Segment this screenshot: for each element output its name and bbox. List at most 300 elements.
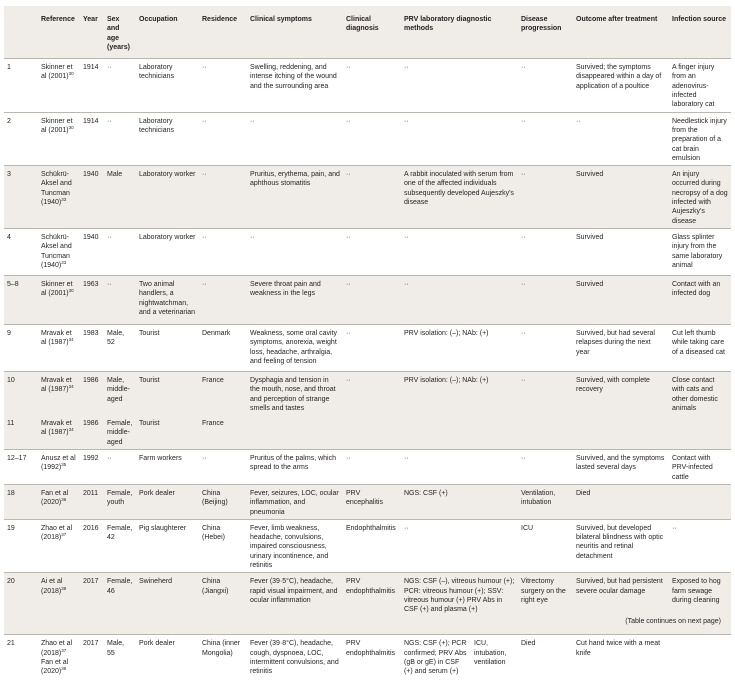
table-row	[4, 166, 731, 229]
column-header: Reference	[38, 6, 80, 59]
cell-text: Laboratory worker	[139, 233, 196, 241]
cell-text: 1963	[83, 280, 99, 288]
cell-sex	[104, 228, 136, 275]
table-row	[4, 371, 731, 415]
cell-text: ··	[521, 233, 526, 241]
cell-no	[4, 166, 38, 229]
cell-text: Survived, but developed bilateral blindness with optic neuritis and retinal detachment	[576, 524, 664, 560]
cell-text: ··	[202, 117, 207, 125]
citation-number: 36	[61, 666, 67, 672]
cell-prog	[518, 166, 573, 229]
cell-text: ICU, intubation, ventilation	[474, 640, 507, 666]
cell-year	[80, 573, 104, 635]
cell-source	[669, 635, 731, 689]
cell-text: France	[202, 420, 224, 428]
table-continues-note: (Table continues on next page)	[625, 618, 721, 625]
table-row	[4, 519, 731, 572]
column-header: Sex and age (years)	[104, 6, 136, 59]
cell-text: Denmark	[202, 329, 231, 337]
cell-outcome	[573, 59, 669, 112]
cell-source	[669, 59, 731, 112]
cell-diag	[343, 635, 401, 689]
cell-methods	[401, 573, 518, 635]
cell-text: Glass splinter injury from the same laboratory animal	[672, 233, 723, 269]
cell-sym	[247, 519, 343, 572]
cell-sym	[247, 324, 343, 371]
cell-text: Ventilation, intubation	[521, 489, 556, 507]
cell-text: 1940	[83, 233, 99, 241]
cell-res	[199, 484, 247, 519]
table-row	[4, 228, 731, 275]
cell-text: 1	[7, 64, 11, 72]
cell-no	[4, 228, 38, 275]
cell-text: Male, middle-aged	[107, 376, 130, 403]
cell-ref	[38, 484, 80, 519]
cell-occ	[136, 371, 199, 415]
cell-methods	[401, 635, 518, 689]
cell-text: 10	[7, 376, 15, 384]
cell-text: Female, middle-aged	[107, 420, 133, 446]
cell-diag	[343, 573, 401, 635]
cell-res	[199, 450, 247, 485]
cell-sex	[104, 519, 136, 572]
column-header: PRV laboratory diagnostic methods	[401, 6, 518, 59]
cell-occ	[136, 324, 199, 371]
cell-diag	[343, 484, 401, 519]
cell-text: Dysphagia and tension in the mouth, nose, and throat and perception of strange smells and tastes	[250, 376, 336, 412]
cell-text: Fan et al (2020)	[41, 489, 69, 507]
cell-text: ··	[202, 455, 207, 463]
cell-text: ··	[521, 455, 526, 463]
cell-text: PRV isolation: (–); NAb: (+)	[404, 376, 489, 384]
cell-text: Female, youth	[107, 489, 133, 507]
table-row	[4, 324, 731, 371]
cell-text: 18	[7, 489, 15, 497]
cell-text: Vitrectomy surgery on the right eye	[521, 578, 566, 604]
cell-diag	[343, 450, 401, 485]
cell-diag	[343, 415, 401, 449]
cell-res	[199, 166, 247, 229]
cell-text: Severe throat pain and weakness in the legs	[250, 280, 321, 298]
citation-number: 35	[61, 462, 67, 468]
cell-sym	[247, 59, 343, 112]
cell-outcome	[573, 635, 669, 689]
cell-year	[80, 112, 104, 165]
cell-prog	[518, 450, 573, 485]
cell-text: ··	[404, 455, 409, 463]
table-row	[4, 635, 731, 689]
citation-number: 36	[61, 497, 67, 503]
cell-text: ··	[202, 64, 207, 72]
cell-text: PRV encephalitis	[346, 489, 383, 507]
cell-sex	[104, 415, 136, 449]
cell-ref	[38, 450, 80, 485]
cell-outcome	[573, 484, 669, 519]
cell-text: France	[202, 376, 224, 384]
cell-text: Mravak et al (1987)	[41, 376, 72, 394]
cell-occ	[136, 228, 199, 275]
cell-text: Survived, with complete recovery	[576, 376, 650, 394]
citation-number: 30	[68, 288, 74, 294]
citation-number: 37	[61, 647, 67, 653]
cell-text: ··	[346, 117, 351, 125]
cell-occ	[136, 59, 199, 112]
cell-text: ··	[250, 117, 255, 125]
cell-text: Survived, and the symptoms lasted several days	[576, 455, 665, 472]
cell-text: Survived	[576, 280, 604, 288]
cell-ref	[38, 275, 80, 324]
cell-text: Survived, but had several relapses during the next year	[576, 329, 655, 356]
cell-text: Needlestick injury from the preparation of a cat brain emulsion	[672, 117, 727, 162]
cell-text: Close contact with cats and other domestic animals	[672, 376, 718, 412]
cell-res	[199, 415, 247, 449]
citation-number: 34	[68, 384, 74, 390]
cell-text: Two animal handlers, a nightwatchman, and a veterinarian	[139, 280, 196, 316]
cell-source	[669, 573, 731, 635]
cell-diag	[343, 166, 401, 229]
table-row	[4, 275, 731, 324]
column-header: Occupation	[136, 6, 199, 59]
cell-text: Fever, seizures, LOC, ocular inflammation, and pneumonia	[250, 489, 339, 516]
cell-text: ··	[346, 329, 351, 337]
cell-outcome	[573, 415, 669, 449]
cell-text: 21	[7, 640, 15, 648]
cell-text: Fever (39·5°C), headache, rapid visual impairment, and ocular inflammation	[250, 578, 338, 604]
cell-year	[80, 519, 104, 572]
cell-outcome	[573, 275, 669, 324]
cell-ref	[38, 324, 80, 371]
cell-methods	[401, 450, 518, 485]
cell-diag	[343, 112, 401, 165]
cell-res	[199, 371, 247, 415]
cell-occ	[136, 573, 199, 635]
cell-outcome	[573, 519, 669, 572]
cell-text: ··	[521, 64, 526, 72]
cell-text: Pig slaughterer	[139, 524, 187, 532]
cell-ref	[38, 573, 80, 635]
cell-text: Schükrü-Aksel and Tuncman (1940)	[41, 233, 72, 269]
cell-text: ··	[521, 117, 526, 125]
cell-text: ··	[521, 280, 526, 288]
cell-sex	[104, 484, 136, 519]
cell-ref	[38, 371, 80, 415]
cell-source	[669, 484, 731, 519]
cell-text: Died	[576, 489, 591, 497]
cell-text: Pork dealer	[139, 640, 175, 648]
cell-text: Fever (39·8°C), headache, cough, dyspnoea, LOC, intermittent convulsions, and retinitis	[250, 640, 339, 676]
cell-no	[4, 415, 38, 449]
citation-number: 30	[68, 71, 74, 77]
cell-year	[80, 450, 104, 485]
cell-text: Skinner et al (2001)	[41, 64, 73, 81]
cell-sex	[104, 112, 136, 165]
cell-year	[80, 415, 104, 449]
cell-prog	[518, 112, 573, 165]
cell-ref	[38, 59, 80, 112]
cell-text: 9	[7, 329, 11, 337]
cell-text: NGS: CSF (+); PCR confirmed; PRV Abs (gB or gE) in CSF (+) and serum (+)	[404, 640, 467, 676]
cell-text: Survived	[576, 171, 604, 179]
cell-prog	[518, 519, 573, 572]
cell-text: ··	[107, 280, 112, 288]
cell-text: 1940	[83, 171, 99, 179]
column-header	[4, 6, 38, 59]
cell-no	[4, 59, 38, 112]
column-header: Clinical diagnosis	[343, 6, 401, 59]
cell-sex	[104, 275, 136, 324]
cell-no	[4, 519, 38, 572]
cell-prog	[518, 484, 573, 519]
citation-number: 38	[61, 585, 67, 591]
cell-res	[199, 519, 247, 572]
cell-text: 5–8	[7, 280, 19, 288]
citation-number: 33	[61, 197, 67, 203]
cell-text: ··	[346, 233, 351, 241]
cell-sym	[247, 450, 343, 485]
cell-text: Tourist	[139, 329, 160, 337]
cell-occ	[136, 415, 199, 449]
cell-source	[669, 415, 731, 449]
cell-text: 1914	[83, 117, 99, 125]
cell-occ	[136, 166, 199, 229]
cell-text: ··	[346, 280, 351, 288]
cell-res	[199, 635, 247, 689]
cell-text: Endophthalmitis	[346, 524, 396, 532]
cell-prog	[518, 573, 573, 635]
cell-no	[4, 450, 38, 485]
cell-diag	[343, 275, 401, 324]
cell-text: Male, 52	[107, 329, 125, 347]
cell-year	[80, 371, 104, 415]
cell-text: 2016	[83, 524, 99, 532]
cell-text: A finger injury from an adenovirus-infected laboratory cat	[672, 64, 715, 109]
cell-text: Tourist	[139, 376, 160, 384]
cell-text: Contact with an infected dog	[672, 280, 721, 298]
cell-ref	[38, 415, 80, 449]
cell-text: ··	[576, 117, 581, 125]
cell-methods	[401, 371, 518, 415]
cell-text: Schükrü-Aksel and Tuncman (1940)	[41, 171, 72, 207]
cell-outcome	[573, 112, 669, 165]
table-row	[4, 112, 731, 165]
cell-text: 1983	[83, 329, 99, 337]
cell-methods	[401, 275, 518, 324]
cell-text: ICU	[521, 524, 534, 532]
cell-text: Pruritus, erythema, pain, and aphthous stomatitis	[250, 171, 340, 188]
cell-text: China (inner Mongolia)	[202, 640, 241, 657]
cell-text: ··	[404, 64, 409, 72]
cell-outcome	[573, 228, 669, 275]
cell-outcome	[573, 166, 669, 229]
cell-text: 19	[7, 524, 15, 532]
citation-number: 34	[68, 337, 74, 343]
cell-text: ··	[346, 455, 351, 463]
cell-res	[199, 573, 247, 635]
citation-number: 34	[68, 427, 74, 433]
cell-text: Skinner et al (2001)	[41, 117, 73, 134]
cell-occ	[136, 519, 199, 572]
column-header: Disease progression	[518, 6, 573, 59]
cell-outcome	[573, 371, 669, 415]
cell-year	[80, 59, 104, 112]
cell-methods	[401, 324, 518, 371]
cell-text: Farm workers	[139, 455, 182, 463]
cell-methods	[401, 519, 518, 572]
citation-number: 37	[61, 532, 67, 538]
cell-text: 2017	[83, 640, 99, 648]
cell-text: Swineherd	[139, 578, 173, 586]
cell-text: Laboratory technicians	[139, 117, 175, 134]
cell-text: Zhao et al (2018)	[41, 640, 73, 657]
cell-text: ··	[404, 233, 409, 241]
cell-text: China (Hebei)	[202, 524, 225, 542]
cell-ref	[38, 228, 80, 275]
column-header: Outcome after treatment	[573, 6, 669, 59]
cell-text: 3	[7, 171, 11, 179]
cell-text: ··	[250, 233, 255, 241]
cell-text: NGS: CSF (+)	[404, 489, 448, 497]
cell-text: Anusz et al (1992)	[41, 455, 76, 472]
cell-text: Laboratory technicians	[139, 64, 175, 81]
table-row	[4, 450, 731, 485]
cell-text: ··	[404, 524, 409, 532]
cell-text: A rabbit inoculated with serum from one of the affected individuals subsequently developed Aujeszky's disease	[404, 171, 514, 207]
cell-res	[199, 275, 247, 324]
cell-text: Swelling, reddening, and intense itching of the wound and the surrounding area	[250, 64, 337, 90]
cell-text: 11	[7, 420, 15, 428]
cell-text: Tourist	[139, 420, 160, 428]
cell-year	[80, 228, 104, 275]
cell-text: ··	[672, 524, 677, 532]
cell-text: Exposed to hog farm sewage during cleaning	[672, 578, 721, 604]
cell-occ	[136, 484, 199, 519]
cell-sex	[104, 573, 136, 635]
cell-text: ··	[404, 117, 409, 125]
cell-text: Zhao et al (2018)	[41, 524, 73, 542]
table-header-row	[4, 6, 731, 59]
cell-ref	[38, 112, 80, 165]
cell-sex	[104, 635, 136, 689]
cell-text: Fan et al (2020)	[41, 658, 69, 676]
table-body	[4, 59, 731, 689]
cell-text: 1914	[83, 64, 99, 72]
column-header: Year	[80, 6, 104, 59]
citation-number: 33	[61, 259, 67, 265]
cell-text: Contact with PRV-infected cattle	[672, 455, 713, 481]
cell-text: Cut left thumb while taking care of a diseased cat	[672, 329, 725, 356]
cell-text: 2017	[83, 578, 99, 586]
cell-methods	[401, 166, 518, 229]
cell-year	[80, 324, 104, 371]
cell-no	[4, 275, 38, 324]
cell-diag	[343, 59, 401, 112]
cell-prog	[518, 228, 573, 275]
cell-sym	[247, 415, 343, 449]
cell-text: 1986	[83, 376, 99, 384]
cell-text: An injury occurred during necropsy of a dog infected with Aujeszky's disease	[672, 171, 728, 225]
cell-res	[199, 228, 247, 275]
cell-text: China (Jiangxi)	[202, 578, 229, 595]
cell-year	[80, 275, 104, 324]
cell-sex	[104, 166, 136, 229]
cell-text: 1992	[83, 455, 99, 463]
cell-text: Male, 55	[107, 640, 125, 657]
cell-text: ··	[346, 376, 351, 384]
cell-text: Survived, but had persistent severe ocular damage	[576, 578, 663, 595]
cell-sex	[104, 59, 136, 112]
cell-methods	[401, 484, 518, 519]
cell-text: 1986	[83, 420, 99, 428]
cell-no	[4, 573, 38, 635]
cell-source	[669, 166, 731, 229]
cell-prog	[518, 59, 573, 112]
cell-text: China (Beijing)	[202, 489, 228, 507]
cell-text: ··	[521, 376, 526, 384]
cell-text: ··	[107, 455, 112, 463]
cell-text: NGS: CSF (–), vitreous humour (+); PCR: vitreous humour (+); SSV: vitreous humour (+) PRV Abs in CSF (+) and plasma (+)	[404, 578, 515, 614]
cell-source	[669, 519, 731, 572]
cell-prog	[518, 275, 573, 324]
cell-ref	[38, 635, 80, 689]
cell-text: Survived; the symptoms disappeared within a day of application of a poultice	[576, 64, 662, 90]
cell-sym	[247, 275, 343, 324]
cell-diag	[343, 519, 401, 572]
cell-occ	[136, 450, 199, 485]
cell-sex	[104, 450, 136, 485]
cell-source	[669, 371, 731, 415]
cell-no	[4, 484, 38, 519]
table-row	[4, 573, 731, 635]
cell-methods	[401, 228, 518, 275]
cell-year	[80, 635, 104, 689]
cell-ref	[38, 519, 80, 572]
cell-text: Pruritus of the palms, which spread to the arms	[250, 455, 336, 472]
cell-source	[669, 112, 731, 165]
cell-text: ··	[107, 233, 112, 241]
cell-res	[199, 324, 247, 371]
cell-text: Female, 46	[107, 578, 133, 595]
cell-text: Male	[107, 171, 123, 179]
cell-prog	[518, 415, 573, 449]
cell-text: ··	[107, 117, 112, 125]
cell-text: Died	[521, 640, 536, 648]
cell-text: Cut hand twice with a meat knife	[576, 640, 661, 657]
cell-sex	[104, 324, 136, 371]
cell-text: Ai et al (2018)	[41, 578, 63, 595]
cell-text: 12–17	[7, 455, 27, 463]
cell-sym	[247, 484, 343, 519]
cell-text: ··	[521, 329, 526, 337]
cell-sym	[247, 635, 343, 689]
cell-methods	[401, 112, 518, 165]
cell-text: ··	[202, 280, 207, 288]
cell-diag	[343, 228, 401, 275]
table-row	[4, 484, 731, 519]
cell-occ	[136, 275, 199, 324]
cell-text: Skinner et al (2001)	[41, 280, 73, 298]
citation-number: 30	[68, 124, 74, 130]
cell-text: ··	[107, 64, 112, 72]
cell-text: Mravak et al (1987)	[41, 329, 72, 347]
cell-year	[80, 166, 104, 229]
cell-no	[4, 371, 38, 415]
column-header: Residence	[199, 6, 247, 59]
cell-outcome	[573, 573, 669, 635]
cell-text: PRV endophthalmitis	[346, 640, 396, 657]
cell-text: PRV isolation: (–); NAb: (+)	[404, 329, 489, 337]
cell-no	[4, 112, 38, 165]
cell-diag	[343, 371, 401, 415]
